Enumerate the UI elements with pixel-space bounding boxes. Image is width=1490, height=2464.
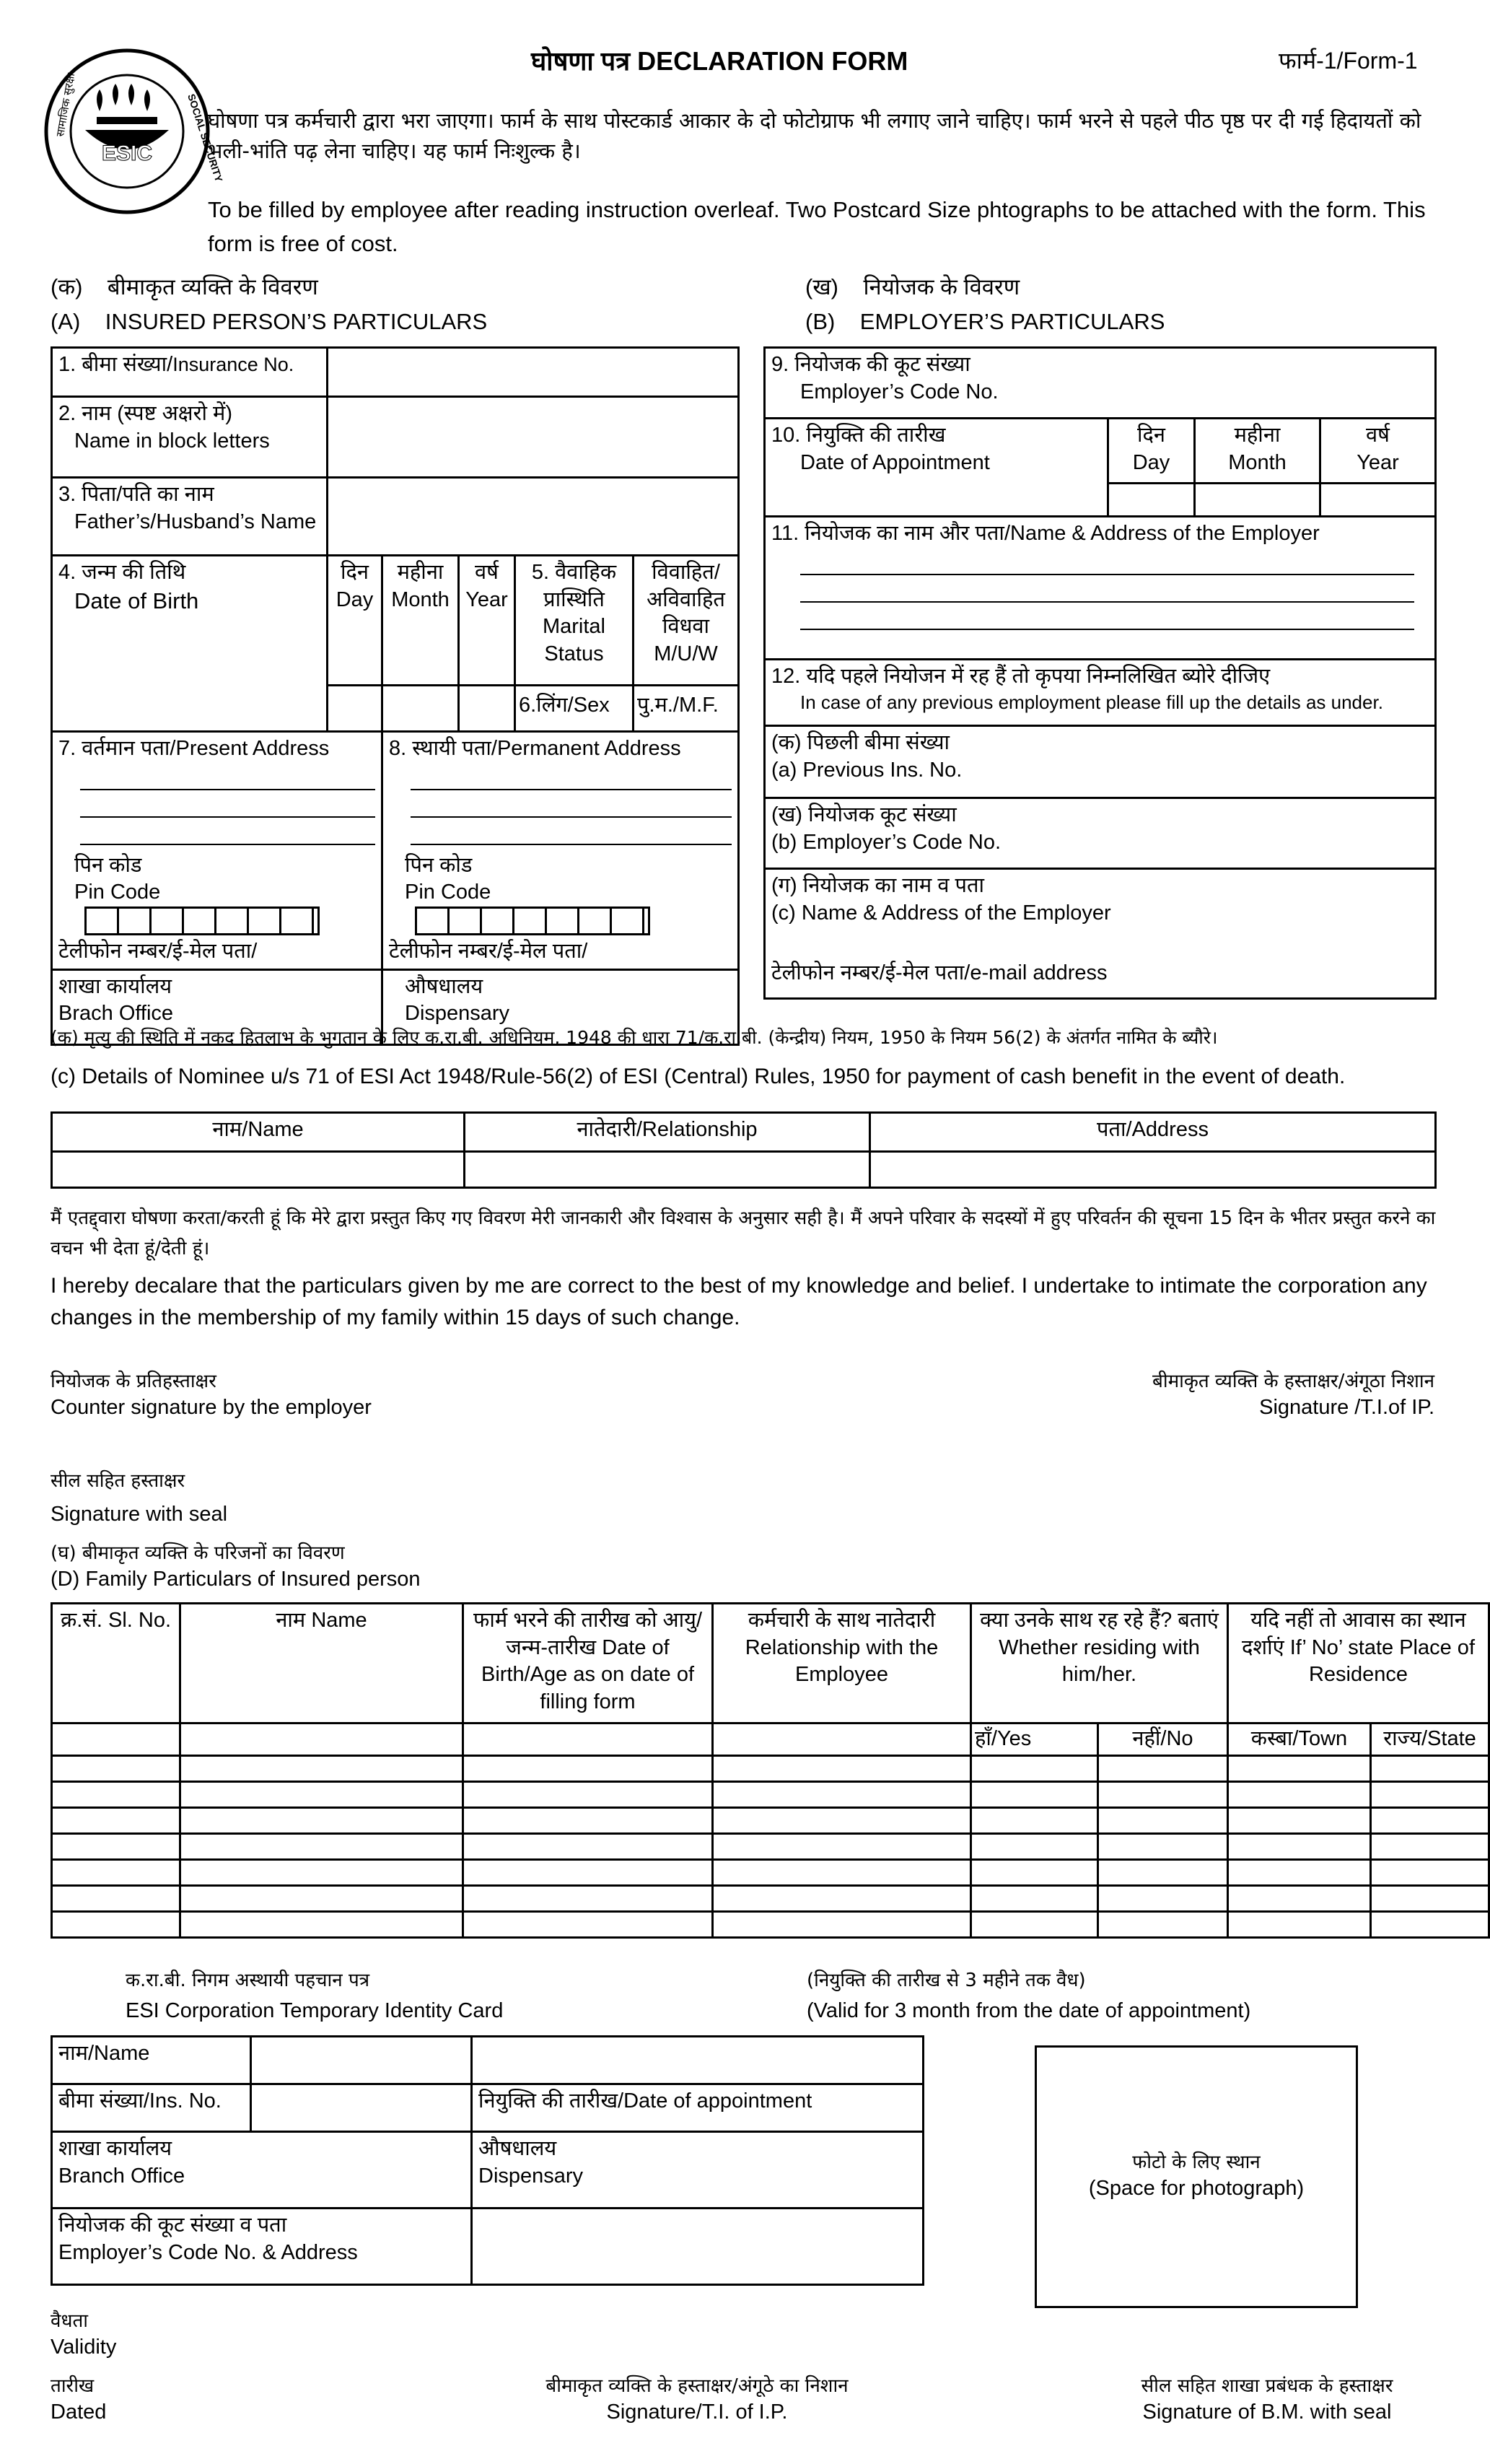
- table-row[interactable]: [52, 1755, 1489, 1781]
- nominee-col-address: पता/Address: [870, 1113, 1436, 1152]
- marital-status-label: 5. वैवाहिक प्रास्थिति Marital Status: [515, 556, 634, 686]
- photo-box[interactable]: फोटो के लिए स्थान (Space for photograph): [1035, 2045, 1358, 2308]
- logo-text: ESIC: [101, 141, 153, 165]
- appt-month-field[interactable]: [1195, 484, 1320, 517]
- table-row[interactable]: [52, 1781, 1489, 1807]
- appt-day-field[interactable]: [1108, 484, 1195, 517]
- id-ins-no-label: बीमा संख्या/Ins. No.: [52, 2084, 251, 2132]
- section-b-label-en: (B) EMPLOYER’S PARTICULARS: [805, 309, 1165, 334]
- id-date-appointment-label[interactable]: नियुक्ति की तारीख/Date of appointment: [472, 2084, 924, 2132]
- employer-code-cell[interactable]: 9. नियोजक की कूट संख्या Employer’s Code No.: [765, 348, 1436, 419]
- ip-signature-label: बीमाकृत व्यक्ति के हस्ताक्षर/अंगूठा निशान Signature /T.I.of IP.: [1152, 1371, 1434, 1419]
- id-dispensary-cell[interactable]: औषधालय Dispensary: [472, 2132, 924, 2209]
- family-col-sl: क्र.सं. Sl. No.: [52, 1604, 180, 1724]
- seal-signature-label: सील सहित हस्ताक्षर Signature with seal: [51, 1470, 228, 1526]
- counter-signature-label: नियोजक के प्रतिहस्ताक्षर Counter signature by the employer: [51, 1371, 372, 1419]
- name-label: 2. नाम (स्पष्ट अक्षरो में) Name in block letters: [52, 397, 328, 478]
- dob-day-field[interactable]: [328, 686, 382, 732]
- father-husband-field[interactable]: [328, 478, 739, 556]
- table-row[interactable]: [52, 1885, 1489, 1911]
- family-col-residence: यदि नहीं तो आवास का स्थान दर्शाएं If’ No’ state Place of Residence: [1228, 1604, 1489, 1724]
- table-row[interactable]: [52, 1859, 1489, 1885]
- appt-year-field[interactable]: [1320, 484, 1436, 517]
- nominee-note-en: (c) Details of Nominee u/s 71 of ESI Act 1948/Rule-56(2) of ESI (Central) Rules, 1950 for payment of cash benefit in the event of death.: [51, 1065, 1346, 1088]
- permanent-phone-label: टेलीफोन नम्बर/ई-मेल पता/: [389, 940, 588, 964]
- page-title: [531, 45, 908, 79]
- id-ins-no-field[interactable]: [251, 2084, 472, 2132]
- title-hi: घोषणा पत्र: [531, 46, 631, 76]
- family-col-no: नहीं/No: [1098, 1724, 1228, 1756]
- employer-phone-label: टेलीफोन नम्बर/ई-मेल पता/e-mail address: [771, 961, 1108, 985]
- dob-year-header: वर्ष Year: [459, 556, 515, 686]
- permanent-address-label: 8. स्थायी पता/Permanent Address: [389, 737, 681, 760]
- nominee-table: [51, 1111, 1437, 1189]
- intro-hindi: घोषणा पत्र कर्मचारी द्वारा भरा जाएगा। फार्म के साथ पोस्टकार्ड आकार के दो फोटोग्राफ भी लगाए जाने चाहिए। फार्म भरने से पहले पीठ पृष्ठ पर दी गई हिदायतों को भली-भांति पढ़ लेना चाहिए। यह फार्म निःशुल्क है।: [208, 108, 1421, 164]
- nominee-col-relationship: नातेदारी/Relationship: [465, 1113, 870, 1152]
- table-row[interactable]: [52, 1833, 1489, 1859]
- dob-year-field[interactable]: [459, 686, 515, 732]
- sex-options: पु.म./M.F.: [634, 686, 739, 732]
- family-col-town: कस्बा/Town: [1228, 1724, 1371, 1756]
- sex-label: 6.लिंग/Sex: [515, 686, 634, 732]
- insurance-no-label: 1. बीमा संख्या/Insurance No.: [52, 348, 328, 397]
- dob-month-field[interactable]: [382, 686, 459, 732]
- id-name-field[interactable]: [251, 2037, 472, 2084]
- marital-options: विवाहित/ अविवाहित विधवा M/U/W: [634, 556, 739, 686]
- id-card-title: क.रा.बी. निगम अस्थायी पहचान पत्र ESI Corporation Temporary Identity Card: [126, 1970, 504, 2022]
- id-card-table: [51, 2035, 924, 2286]
- permanent-pin-code-boxes[interactable]: [415, 906, 650, 935]
- present-pin-code-boxes[interactable]: [84, 906, 320, 935]
- employer-name-address-cell[interactable]: [765, 517, 1436, 660]
- id-employer-code-label: नियोजक की कूट संख्या व पता Employer’s Code No. & Address: [52, 2209, 472, 2285]
- esic-logo: [40, 45, 225, 218]
- id-card-validity-note: (नियुक्ति की तारीख से 3 महीने तक वैध) (Valid for 3 month from the date of appointment): [807, 1970, 1251, 2022]
- declaration-en: I hereby decalare that the particulars given by me are correct to the best of my knowledge and belief. I undertake to intimate the corporation any changes in the membership of my family within 15 days of such change.: [51, 1274, 1427, 1329]
- dated-label: तारीख Dated: [51, 2375, 107, 2424]
- section-b-label-hi: (ख) नियोजक के विवरण: [805, 274, 1020, 300]
- present-address-block[interactable]: 7. वर्तमान पता/Present Address पिन कोड Pin Code टेलीफोन नम्बर/ई-मेल पता/: [52, 732, 382, 970]
- previous-employer-code-cell[interactable]: (ख) नियोजक कूट संख्या (b) Employer’s Code No.: [765, 798, 1436, 869]
- family-table: [51, 1602, 1490, 1939]
- validity-label: वैधता Validity: [51, 2310, 117, 2359]
- employer-table: [763, 346, 1437, 1000]
- id-branch-office-cell[interactable]: शाखा कार्यालय Branch Office: [52, 2132, 472, 2209]
- insured-person-table: [51, 346, 740, 1046]
- permanent-address-block[interactable]: 8. स्थायी पता/Permanent Address पिन कोड Pin Code टेलीफोन नम्बर/ई-मेल पता/: [382, 732, 739, 970]
- nominee-address-field[interactable]: [870, 1152, 1436, 1188]
- nominee-relationship-field[interactable]: [465, 1152, 870, 1188]
- appt-year-header: वर्ष Year: [1320, 419, 1436, 484]
- section-a-label-hi: (क) बीमाकृत व्यक्ति के विवरण: [51, 274, 318, 300]
- family-col-dob: फार्म भरने की तारीख को आयु/जन्म-तारीख Date of Birth/Age as on date of filling form: [463, 1604, 713, 1724]
- father-husband-label: 3. पिता/पति का नाम Father’s/Husband’s Name: [52, 478, 328, 556]
- title-en: DECLARATION FORM: [637, 46, 908, 76]
- employer-name-address-label: 11. नियोजक का नाम और पता/Name & Address of the Employer: [771, 522, 1320, 545]
- family-col-residing: क्या उनके साथ रह रहे हैं? बताएं Whether residing with him/her.: [971, 1604, 1228, 1724]
- id-ip-signature-label: बीमाकृत व्यक्ति के हस्ताक्षर/अंगूठे का निशान Signature/T.I. of I.P.: [545, 2375, 849, 2424]
- declaration-hi: मैं एतद्द्वारा घोषणा करता/करती हूं कि मेरे द्वारा प्रस्तुत किए गए विवरण मेरी जानकारी और विश्वास के अनुसार सही है। मैं अपने परिवार के सदस्यों में हुए परिवर्तन की सूचना 15 दिन के भीतर प्रस्तुत करने का वचन भी देता हूं/देती हूं।: [51, 1207, 1436, 1259]
- appt-month-header: महीना Month: [1195, 419, 1320, 484]
- present-phone-label: टेलीफोन नम्बर/ई-मेल पता/: [58, 940, 258, 964]
- bm-signature-label: सील सहित शाखा प्रबंधक के हस्ताक्षर Signature of B.M. with seal: [1141, 2375, 1393, 2424]
- dob-day-header: दिन Day: [328, 556, 382, 686]
- nominee-name-field[interactable]: [52, 1152, 465, 1188]
- dispensary-cell[interactable]: औषधालय Dispensary: [382, 969, 739, 1044]
- table-row[interactable]: [52, 1911, 1489, 1937]
- previous-ins-no-cell[interactable]: (क) पिछली बीमा संख्या (a) Previous Ins. No.: [765, 726, 1436, 798]
- name-field[interactable]: [328, 397, 739, 478]
- family-col-state: राज्य/State: [1371, 1724, 1489, 1756]
- family-col-name: नाम Name: [180, 1604, 463, 1724]
- nominee-note-hi: (क) मृत्यु की स्थिति में नकद हितलाभ के भुगतान के लिए क.रा.बी. अधिनियम, 1948 की धारा 71/क.रा.बी. (केन्द्रीय) नियम, 1950 के नियम 56(2) के अंतर्गत नामित के ब्यौरे।: [51, 1027, 1218, 1048]
- dob-month-header: महीना Month: [382, 556, 459, 686]
- previous-employment-note: 12. यदि पहले नियोजन में रह हैं तो कृपया निम्नलिखित ब्योरे दीजिए In case of any previous employment please fill up the details as under.: [765, 660, 1436, 726]
- id-name-label: नाम/Name: [52, 2037, 251, 2084]
- insurance-no-field[interactable]: [328, 348, 739, 397]
- appt-day-header: दिन Day: [1108, 419, 1195, 484]
- id-name-extra-field[interactable]: [472, 2037, 924, 2084]
- form-number: फार्म-1/Form-1: [1279, 48, 1418, 74]
- logo-ring-right: SOCIAL SECURITY: [185, 92, 225, 184]
- branch-office-cell[interactable]: शाखा कार्यालय Brach Office: [52, 969, 382, 1044]
- logo-ring-left: सामाजिक सुरक्षा: [53, 71, 78, 138]
- previous-employer-address-cell[interactable]: (ग) नियोजक का नाम व पता (c) Name & Address of the Employer टेलीफोन नम्बर/ई-मेल पता/e-mail address: [765, 869, 1436, 999]
- appointment-date-label: 10. नियुक्ति की तारीख Date of Appointment: [765, 419, 1108, 517]
- nominee-col-name: नाम/Name: [52, 1113, 465, 1152]
- intro-english: To be filled by employee after reading instruction overleaf. Two Postcard Size phtographs to be attached with the form. This form is free of cost.: [208, 197, 1426, 256]
- family-col-yes: हाँ/Yes: [971, 1724, 1098, 1756]
- table-row[interactable]: [52, 1807, 1489, 1833]
- present-address-label: 7. वर्तमान पता/Present Address: [58, 737, 330, 760]
- family-section-label: (घ) बीमाकृत व्यक्ति के परिजनों का विवरण (D) Family Particulars of Insured person: [51, 1542, 421, 1591]
- section-a-label-en: (A) INSURED PERSON’S PARTICULARS: [51, 309, 488, 334]
- dob-label: 4. जन्म की तिथि Date of Birth: [52, 556, 328, 732]
- id-employer-code-field[interactable]: [472, 2209, 924, 2285]
- family-col-relationship: कर्मचारी के साथ नातेदारी Relationship with the Employee: [713, 1604, 971, 1724]
